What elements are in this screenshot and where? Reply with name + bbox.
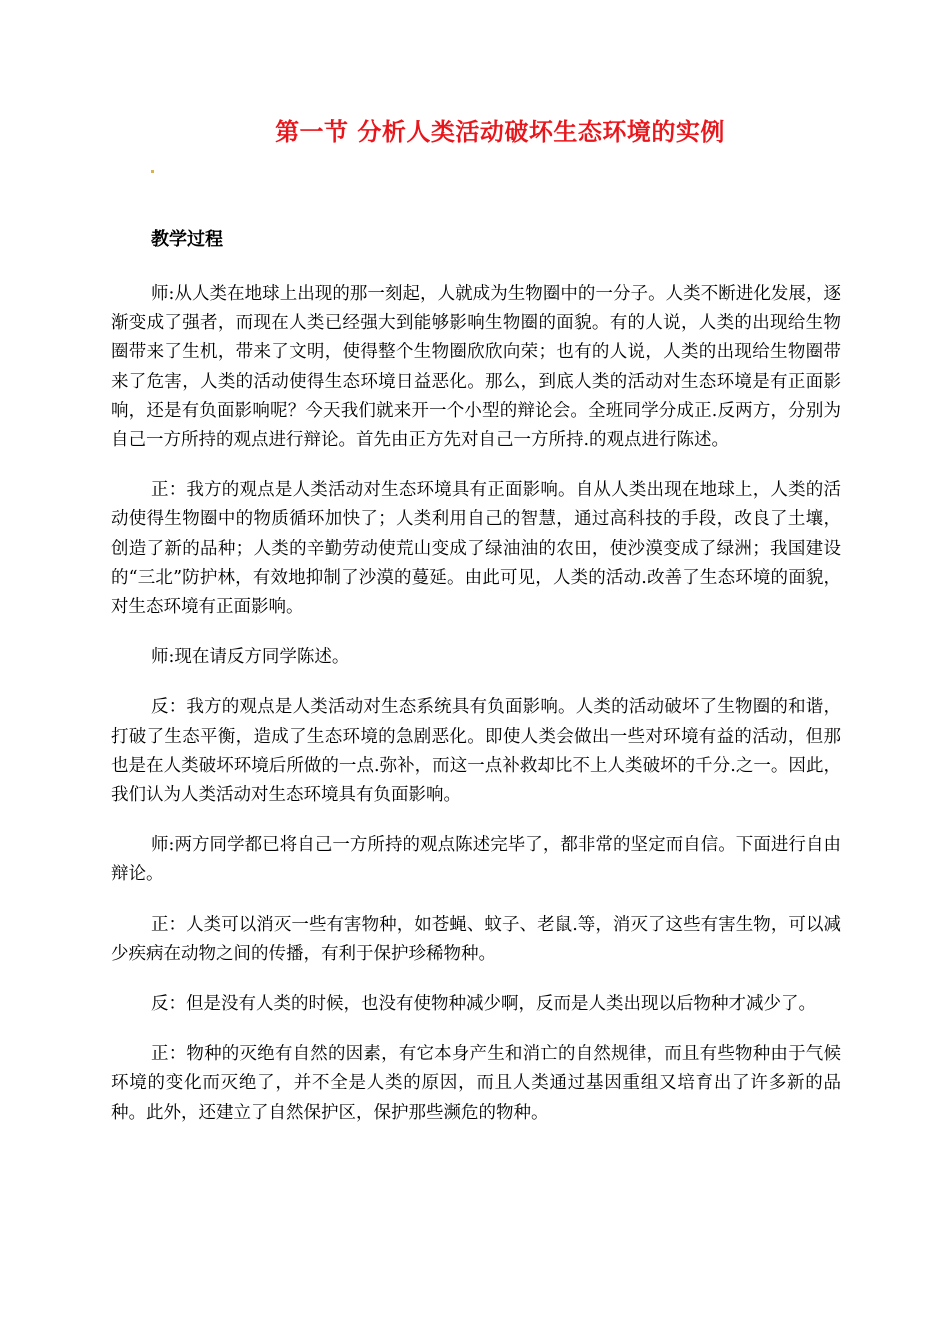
paragraph-negative-statement: 反：我方的观点是人类活动对生态系统具有负面影响。人类的活动破坏了生物圈的和谐，打破了生态平衡，造成了生态环境的急剧恶化。即使人类会做出一些对环境有益的活动，但那也是在人类破坏环境后所做的一点.弥补，而这一点补救却比不上人类破坏的千分.之一。因此，我们认为人类活动对生态环境具有负面影响。: [111, 697, 841, 806]
document-title: 第一节 分析人类活动破坏生态环境的实例: [275, 118, 725, 146]
paragraph-affirmative-rebuttal-1: 正：人类可以消灭一些有害物种，如苍蝇、蚊子、老鼠.等，消灭了这些有害生物，可以减少疾病在动物之间的传播，有利于保护珍稀物种。: [111, 914, 841, 964]
paragraph-teacher-intro: 师:从人类在地球上出现的那一刻起，人就成为生物圈中的一分子。人类不断进化发展，逐渐变成了强者，而现在人类已经强大到能够影响生物圈的面貌。有的人说，人类的出现给生物圈带来了生机，带来了文明，使得整个生物圈欣欣向荣；也有的人说，人类的出现给生物圈带来了危害，人类的活动使得生态环境日益恶化。那么，到底人类的活动对生态环境是有正面影响，还是有负面影响呢？今天我们就来开一个小型的辩论会。全班同学分成正.反两方，分别为自己一方所持的观点进行辩论。首先由正方先对自己一方所持.的观点进行陈述。: [111, 284, 841, 451]
decorative-dot-mark: [151, 170, 154, 173]
paragraph-teacher-free-debate: 师:两方同学都已将自己一方所持的观点陈述完毕了，都非常的坚定而自信。下面进行自由辩论。: [111, 835, 841, 885]
document-body: [111, 280, 841, 1149]
paragraph-teacher-invite-negative: 师:现在请反方同学陈述。: [151, 647, 350, 668]
paragraph-affirmative-rebuttal-2: 正：物种的灭绝有自然的因素，有它本身产生和消亡的自然规律，而且有些物种由于气候环境的变化而灭绝了，并不全是人类的原因，而且人类通过基因重组又培育出了许多新的品种。此外，还建立了自然保护区，保护那些濒危的物种。: [111, 1044, 841, 1123]
section-heading: 教学过程: [151, 229, 223, 250]
paragraph-affirmative-statement: 正：我方的观点是人类活动对生态环境具有正面影响。自从人类出现在地球上，人类的活动使得生物圈中的物质循环加快了；人类利用自己的智慧，通过高科技的手段，改良了土壤，创造了新的品种；人类的辛勤劳动使荒山变成了绿油油的农田，使沙漠变成了绿洲；我国建设的“三北”防护林，有效地抑制了沙漠的蔓延。由此可见，人类的活动.改善了生态环境的面貌，对生态环境有正面影响。: [111, 480, 841, 618]
paragraph-negative-rebuttal-1: 反：但是没有人类的时候，也没有使物种减少啊，反而是人类出现以后物种才减少了。: [151, 994, 816, 1015]
